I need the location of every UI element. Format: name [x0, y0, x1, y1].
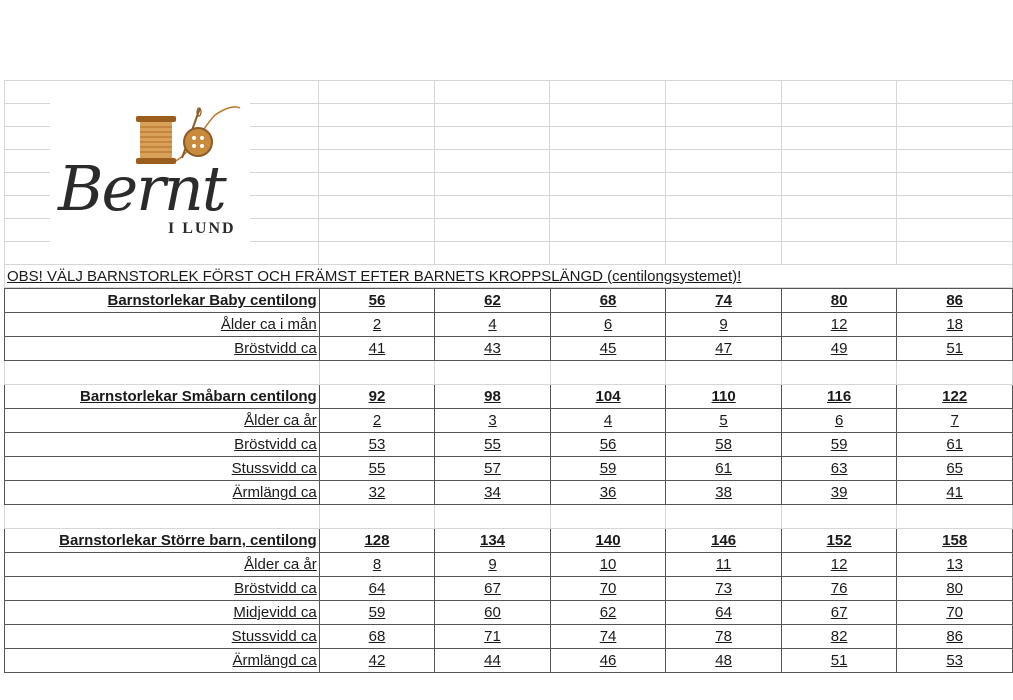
- measure-value[interactable]: 2: [319, 409, 435, 433]
- size-table: [4, 288, 1013, 673]
- empty-cell[interactable]: [666, 505, 782, 529]
- measure-value[interactable]: 42: [319, 649, 435, 673]
- measure-value[interactable]: 61: [897, 433, 1013, 457]
- measure-value[interactable]: 64: [666, 601, 782, 625]
- measure-value[interactable]: 36: [550, 481, 666, 505]
- section-header-label[interactable]: Barnstorlekar Småbarn centilong: [5, 385, 320, 409]
- size-cell[interactable]: 146: [666, 529, 782, 553]
- section-header-row: [5, 385, 1013, 409]
- measure-value[interactable]: 82: [781, 625, 897, 649]
- measure-value[interactable]: 58: [666, 433, 782, 457]
- measure-value[interactable]: 4: [550, 409, 666, 433]
- measure-label[interactable]: Bröstvidd ca: [5, 433, 320, 457]
- measure-value[interactable]: 49: [781, 337, 897, 361]
- measure-row: [5, 601, 1013, 625]
- measure-value[interactable]: 59: [550, 457, 666, 481]
- measure-row: [5, 457, 1013, 481]
- size-cell[interactable]: 62: [435, 289, 551, 313]
- notice-text: OBS! VÄLJ BARNSTORLEK FÖRST OCH FRÄMST EFTER BARNETS KROPPSLÄNGD (centilongsystemet)!: [7, 267, 742, 285]
- size-cell[interactable]: 80: [781, 289, 897, 313]
- measure-value[interactable]: 10: [550, 553, 666, 577]
- measure-value[interactable]: 80: [897, 577, 1013, 601]
- size-cell[interactable]: 122: [897, 385, 1013, 409]
- measure-row: [5, 481, 1013, 505]
- measure-value[interactable]: 48: [666, 649, 782, 673]
- measure-value[interactable]: 62: [550, 601, 666, 625]
- measure-label[interactable]: Ålder ca i mån: [5, 313, 320, 337]
- size-cell[interactable]: 74: [666, 289, 782, 313]
- measure-value[interactable]: 3: [435, 409, 551, 433]
- size-cell[interactable]: 98: [435, 385, 551, 409]
- measure-value[interactable]: 41: [897, 481, 1013, 505]
- size-cell[interactable]: 110: [666, 385, 782, 409]
- measure-value[interactable]: 67: [435, 577, 551, 601]
- size-cell[interactable]: 152: [781, 529, 897, 553]
- empty-cell[interactable]: [5, 361, 320, 385]
- measure-label[interactable]: Ålder ca år: [5, 409, 320, 433]
- measure-value[interactable]: 43: [435, 337, 551, 361]
- measure-row: [5, 433, 1013, 457]
- measure-value[interactable]: 11: [666, 553, 782, 577]
- measure-value[interactable]: 5: [666, 409, 782, 433]
- size-cell[interactable]: 140: [550, 529, 666, 553]
- empty-cell[interactable]: [897, 505, 1013, 529]
- measure-value[interactable]: 6: [550, 313, 666, 337]
- logo-script-word: Bernt: [58, 152, 225, 225]
- empty-cell[interactable]: [435, 505, 551, 529]
- measure-value[interactable]: 45: [550, 337, 666, 361]
- measure-value[interactable]: 55: [319, 457, 435, 481]
- measure-value[interactable]: 59: [781, 433, 897, 457]
- measure-value[interactable]: 78: [666, 625, 782, 649]
- measure-label[interactable]: Ärmlängd ca: [5, 649, 320, 673]
- measure-value[interactable]: 18: [897, 313, 1013, 337]
- logo-subtitle: I LUND: [168, 220, 236, 237]
- measure-value[interactable]: 12: [781, 553, 897, 577]
- size-cell[interactable]: 92: [319, 385, 435, 409]
- measure-value[interactable]: 73: [666, 577, 782, 601]
- measure-value[interactable]: 46: [550, 649, 666, 673]
- measure-value[interactable]: 51: [781, 649, 897, 673]
- measure-value[interactable]: 34: [435, 481, 551, 505]
- size-cell[interactable]: 86: [897, 289, 1013, 313]
- size-cell[interactable]: 116: [781, 385, 897, 409]
- measure-label[interactable]: Ärmlängd ca: [5, 481, 320, 505]
- measure-label[interactable]: Bröstvidd ca: [5, 577, 320, 601]
- measure-value[interactable]: 70: [897, 601, 1013, 625]
- measure-row: [5, 577, 1013, 601]
- measure-value[interactable]: 57: [435, 457, 551, 481]
- section-header-row: [5, 529, 1013, 553]
- measure-value[interactable]: 63: [781, 457, 897, 481]
- measure-row: [5, 409, 1013, 433]
- section-header-label[interactable]: Barnstorlekar Baby centilong: [5, 289, 320, 313]
- measure-row: [5, 313, 1013, 337]
- size-cell[interactable]: 128: [319, 529, 435, 553]
- logo: [50, 100, 250, 248]
- measure-row: [5, 553, 1013, 577]
- empty-cell[interactable]: [897, 361, 1013, 385]
- measure-value[interactable]: 86: [897, 625, 1013, 649]
- notice-cell[interactable]: [5, 265, 1013, 288]
- measure-label[interactable]: Midjevidd ca: [5, 601, 320, 625]
- section-header-label[interactable]: Barnstorlekar Större barn, centilong: [5, 529, 320, 553]
- measure-value[interactable]: 7: [897, 409, 1013, 433]
- measure-value[interactable]: 64: [319, 577, 435, 601]
- measure-value[interactable]: 41: [319, 337, 435, 361]
- size-cell[interactable]: 104: [550, 385, 666, 409]
- measure-value[interactable]: 9: [666, 313, 782, 337]
- empty-cell[interactable]: [550, 505, 666, 529]
- empty-cell[interactable]: [550, 361, 666, 385]
- measure-value[interactable]: 8: [319, 553, 435, 577]
- spacer-row: [5, 361, 1013, 385]
- measure-label[interactable]: Bröstvidd ca: [5, 337, 320, 361]
- measure-value[interactable]: 51: [897, 337, 1013, 361]
- empty-cell[interactable]: [666, 361, 782, 385]
- size-cell[interactable]: 56: [319, 289, 435, 313]
- measure-value[interactable]: 55: [435, 433, 551, 457]
- measure-value[interactable]: 44: [435, 649, 551, 673]
- measure-value[interactable]: 6: [781, 409, 897, 433]
- empty-cell[interactable]: [781, 361, 897, 385]
- measure-label[interactable]: Stussvidd ca: [5, 457, 320, 481]
- measure-row: [5, 649, 1013, 673]
- measure-value[interactable]: 70: [550, 577, 666, 601]
- measure-value[interactable]: 38: [666, 481, 782, 505]
- empty-cell[interactable]: [319, 361, 435, 385]
- measure-value[interactable]: 68: [319, 625, 435, 649]
- measure-value[interactable]: 60: [435, 601, 551, 625]
- measure-value[interactable]: 2: [319, 313, 435, 337]
- measure-value[interactable]: 59: [319, 601, 435, 625]
- measure-row: [5, 625, 1013, 649]
- measure-value[interactable]: 67: [781, 601, 897, 625]
- measure-value[interactable]: 74: [550, 625, 666, 649]
- size-cell[interactable]: 158: [897, 529, 1013, 553]
- measure-value[interactable]: 65: [897, 457, 1013, 481]
- measure-value[interactable]: 32: [319, 481, 435, 505]
- size-cell[interactable]: 134: [435, 529, 551, 553]
- section-header-row: [5, 289, 1013, 313]
- empty-cell[interactable]: [435, 361, 551, 385]
- size-cell[interactable]: 68: [550, 289, 666, 313]
- measure-label[interactable]: Stussvidd ca: [5, 625, 320, 649]
- measure-value[interactable]: 71: [435, 625, 551, 649]
- empty-cell[interactable]: [781, 505, 897, 529]
- measure-row: [5, 337, 1013, 361]
- measure-value[interactable]: 53: [897, 649, 1013, 673]
- empty-cell[interactable]: [319, 505, 435, 529]
- measure-value[interactable]: 39: [781, 481, 897, 505]
- empty-cell[interactable]: [5, 505, 320, 529]
- measure-value[interactable]: 61: [666, 457, 782, 481]
- measure-value[interactable]: 56: [550, 433, 666, 457]
- measure-value[interactable]: 4: [435, 313, 551, 337]
- measure-label[interactable]: Ålder ca år: [5, 553, 320, 577]
- measure-value[interactable]: 9: [435, 553, 551, 577]
- measure-value[interactable]: 13: [897, 553, 1013, 577]
- measure-value[interactable]: 53: [319, 433, 435, 457]
- measure-value[interactable]: 47: [666, 337, 782, 361]
- measure-value[interactable]: 76: [781, 577, 897, 601]
- measure-value[interactable]: 12: [781, 313, 897, 337]
- spacer-row: [5, 505, 1013, 529]
